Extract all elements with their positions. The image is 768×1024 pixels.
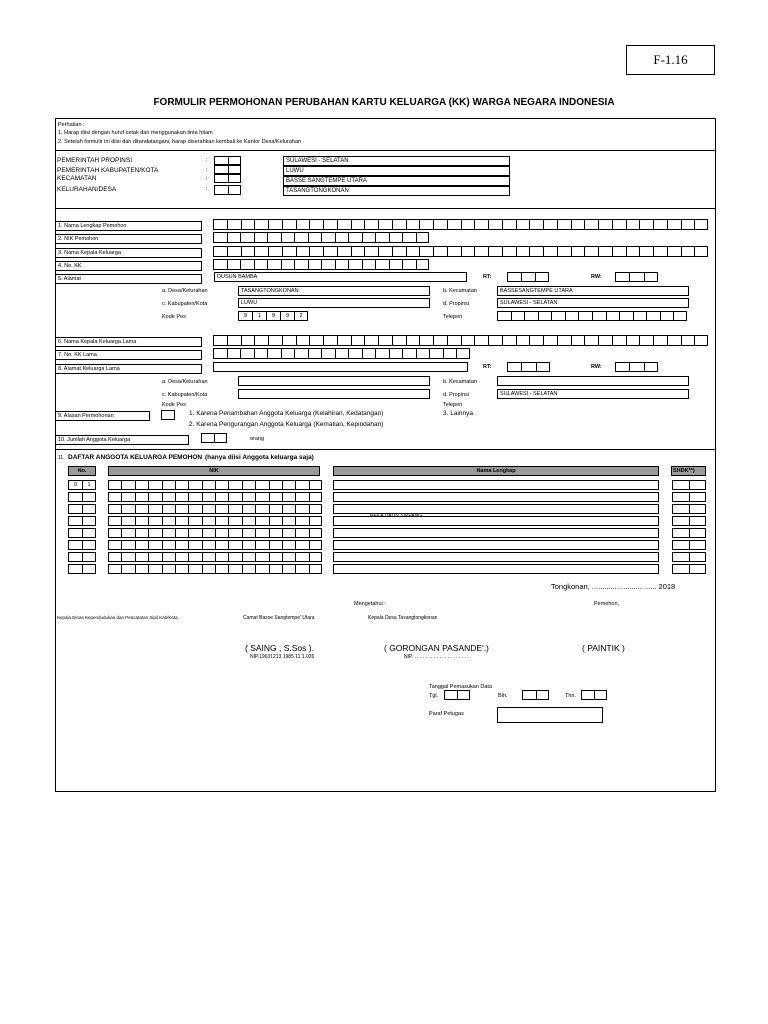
old-rt-grid[interactable] xyxy=(507,362,550,372)
members-table-num: 11. xyxy=(58,455,65,461)
kk-number-grid[interactable] xyxy=(213,259,429,270)
entry-day-label: Tgl. xyxy=(429,693,439,699)
postal-digit: 1 xyxy=(252,311,266,321)
member-row-nik[interactable] xyxy=(108,516,322,526)
province-label: PEMERINTAH PROPINSI xyxy=(57,157,133,164)
village-label: KELURAHAN/DESA xyxy=(57,186,117,193)
postal-digit: 9 xyxy=(266,311,280,321)
member-row-nik[interactable] xyxy=(108,504,322,514)
members-count-grid[interactable] xyxy=(201,433,227,443)
place-date: Tongkonan, ............................... 2018 xyxy=(551,582,676,591)
old-address-label: 8. Alamat Keluarga Lama xyxy=(55,364,202,374)
camat-name: ( SAING , S.Sos ). xyxy=(245,643,314,653)
postal-digit: 9 xyxy=(280,311,294,321)
old-desa-label: a. Desa/Kelurahan xyxy=(162,379,208,385)
member-name-value: REKA DAUN SIPPANG xyxy=(370,513,423,519)
kabupaten-label: c. Kabupaten/Kota xyxy=(162,301,208,307)
rw-label: RW: xyxy=(591,274,602,280)
member-row-no[interactable] xyxy=(68,504,96,514)
colon: : xyxy=(206,176,208,182)
old-postal-label: Kode Pos xyxy=(162,402,186,408)
member-row-shdk[interactable] xyxy=(672,528,706,538)
paraf-box[interactable] xyxy=(497,707,603,723)
old-phone-label: Telepon xyxy=(443,402,463,408)
old-propinsi-label: d. Propinsi xyxy=(443,392,469,398)
family-head-grid[interactable] xyxy=(213,246,708,257)
member-row-no[interactable] xyxy=(68,516,96,526)
kk-number-label: 4. No. KK xyxy=(55,261,202,271)
old-propinsi-value[interactable]: SULAWESI - SELATAN xyxy=(497,389,689,399)
notes-line-1: 1. Harap diisi dengan huruf cetak dan menggunakan tinta hitam xyxy=(58,130,213,136)
entry-date-label: Tanggal Pemasukan Data xyxy=(429,684,492,690)
village-code-boxes[interactable] xyxy=(214,185,241,195)
member-row-name[interactable] xyxy=(333,528,659,538)
rw-grid[interactable] xyxy=(615,272,658,282)
member-row-no[interactable] xyxy=(68,528,96,538)
colon: : xyxy=(206,186,208,192)
province-value[interactable]: SULAWESI - SELATAN xyxy=(283,156,510,166)
entry-year-label: Thn. xyxy=(565,693,577,699)
reason-option-1: 1. Karena Penambahan Anggota Keluarga (Kelahiran, Kedatangan) xyxy=(189,410,384,417)
members-table-subtitle: (hanya diisi Anggota keluarga saja) xyxy=(205,454,314,461)
member-row-name[interactable] xyxy=(333,492,659,502)
desa-label: a. Desa/Kelurahan xyxy=(162,288,208,294)
postal-code-label: Kode Pos xyxy=(162,314,186,320)
member-row-shdk[interactable] xyxy=(672,552,706,562)
member-row-shdk[interactable] xyxy=(672,564,706,574)
applicant-name-label: 1. Nama Lengkap Pemohon xyxy=(55,221,202,231)
col-header-name: Nama Lengkap xyxy=(333,466,659,476)
entry-month-grid[interactable] xyxy=(522,690,549,700)
address-value[interactable]: DUSUN BAMBA xyxy=(214,272,467,282)
village-value[interactable]: TASANGTONGKONAN xyxy=(283,186,510,196)
old-kecamatan-value[interactable] xyxy=(497,376,689,386)
old-rw-grid[interactable] xyxy=(615,362,658,372)
old-address-value[interactable] xyxy=(213,362,468,372)
postal-code-grid[interactable] xyxy=(238,311,308,321)
regency-label: PEMERINTAH KABUPATEN/KOTA xyxy=(57,167,159,174)
member-row-shdk[interactable] xyxy=(672,540,706,550)
member-row-nik[interactable] xyxy=(108,564,322,574)
known-by-label: Mengetahui : xyxy=(354,601,386,607)
col-header-nik: NIK xyxy=(108,466,320,476)
old-rt-label: RT: xyxy=(483,364,492,370)
member-row-name[interactable] xyxy=(333,564,659,574)
member-row-shdk[interactable] xyxy=(672,492,706,502)
members-count-unit: orang xyxy=(250,436,265,442)
dinas-role: Kepala Dinas Kependudukan dan Pencatatan Sipil Kab/Kota xyxy=(57,615,178,620)
kades-name: ( GORONGAN PASANDE'.) xyxy=(384,643,489,653)
member-no-digit: 1 xyxy=(82,480,96,490)
kecamatan-label: b. Kecamatan xyxy=(443,288,477,294)
old-kk-label: 7. No. KK Lama xyxy=(55,350,202,360)
member-row-nik[interactable] xyxy=(108,528,322,538)
member-row-shdk[interactable] xyxy=(672,504,706,514)
old-desa-value[interactable] xyxy=(238,376,430,386)
phone-label: Telepon xyxy=(443,314,463,320)
propinsi-label: d. Propinsi xyxy=(443,301,469,307)
applicant-nik-grid[interactable] xyxy=(213,232,429,243)
postal-digit: 2 xyxy=(294,311,308,321)
province-code-boxes[interactable] xyxy=(214,156,241,165)
old-kecamatan-label: b. Kecamatan xyxy=(443,379,477,385)
divider xyxy=(55,150,716,151)
kades-role: Kepala Desa Tasangtongkonan xyxy=(368,615,438,621)
applicant-name-grid[interactable] xyxy=(213,219,708,230)
old-head-grid[interactable] xyxy=(213,335,708,346)
kabupaten-value[interactable]: LUWU xyxy=(238,298,430,308)
form-title: FORMULIR PERMOHONAN PERUBAHAN KARTU KELUARGA (KK) WARGA NEGARA INDONESIA xyxy=(153,97,615,108)
district-value[interactable]: BASSE SANGTEMPE UTARA xyxy=(283,176,510,186)
entry-day-grid[interactable] xyxy=(444,690,470,700)
member-row-name[interactable] xyxy=(333,552,659,562)
col-header-shdk: SHDK**) xyxy=(671,466,706,476)
member-row-nik[interactable] xyxy=(108,540,322,550)
camat-nip: NIP.19631213 1985 11 1 026 xyxy=(250,654,315,660)
members-table-title: DAFTAR ANGGOTA KELUARGA PEMOHON xyxy=(68,454,203,461)
district-label: KECAMATAN xyxy=(57,175,97,182)
applicant-signature-name: ( PAINTIK ) xyxy=(582,643,625,653)
member-row-no[interactable] xyxy=(68,480,96,490)
member-row-shdk[interactable] xyxy=(672,480,706,490)
kades-nip: NIP. . . . . . . . . . . . . . . . . . . . . xyxy=(404,654,469,660)
col-header-no: No. xyxy=(68,466,96,476)
divider xyxy=(55,208,716,209)
member-row-shdk[interactable] xyxy=(672,516,706,526)
old-head-label: 6. Nama Kepala Keluarga Lama xyxy=(55,337,202,347)
member-row-name[interactable] xyxy=(333,513,659,526)
member-row-no[interactable] xyxy=(68,564,96,574)
desa-value[interactable]: TASANGTONGKONAN xyxy=(238,286,430,296)
old-kk-grid[interactable] xyxy=(213,348,470,359)
member-row-nik[interactable] xyxy=(108,552,322,562)
applicant-role: Pemohon, xyxy=(594,601,620,607)
propinsi-value[interactable]: SULAWESI - SELATAN xyxy=(497,298,689,308)
phone-grid[interactable] xyxy=(497,311,687,321)
camat-role: Camat Basse Sangtempe' Utara xyxy=(243,615,315,621)
district-code-boxes[interactable] xyxy=(214,174,241,183)
form-code: F-1.16 xyxy=(653,52,688,67)
regency-value[interactable]: LUWU xyxy=(283,166,510,176)
regency-code-boxes[interactable] xyxy=(214,165,241,174)
member-no-digit: 0 xyxy=(68,480,82,490)
postal-digit: 9 xyxy=(238,311,252,321)
entry-year-grid[interactable] xyxy=(581,690,607,700)
paraf-label: Paraf Petugas xyxy=(429,711,464,717)
reason-option-2: 2. Karena Pengurangan Anggota Keluarga (Kematian, Kepindahan) xyxy=(189,421,384,428)
family-head-label: 3. Nama Kepala Keluarga xyxy=(55,248,202,258)
colon: : xyxy=(206,167,208,173)
member-row-nik[interactable] xyxy=(108,492,322,502)
entry-month-label: Bln. xyxy=(498,693,508,699)
old-rw-label: RW: xyxy=(591,364,602,370)
reason-label: 9. Alasan Permohonan xyxy=(55,411,150,421)
divider xyxy=(55,449,716,450)
notes-heading: Perhatian : xyxy=(58,122,85,128)
members-count-label: 10. Jumlah Anggota Keluarga xyxy=(55,435,189,445)
old-kabupaten-value[interactable] xyxy=(238,389,430,399)
form-code-box xyxy=(626,45,715,75)
address-label: 5. Alamat xyxy=(55,274,202,284)
member-row-no[interactable] xyxy=(68,540,96,550)
member-row-name[interactable] xyxy=(333,540,659,550)
applicant-nik-label: 2. NIK Pemohon xyxy=(55,234,202,244)
notes-line-2: 2. Setelah formulir ini diisi dan ditandatangani, harap diserahkan kembali ke Kantor Desa/Kelurahan xyxy=(58,139,302,145)
kecamatan-value[interactable]: BASSESANGTEMPE UTARA xyxy=(497,286,689,296)
reason-option-3: 3. Lainnya xyxy=(443,410,473,417)
rt-label: RT: xyxy=(483,274,492,280)
old-kabupaten-label: c. Kabupaten/Kota xyxy=(162,392,208,398)
member-row-nik[interactable] xyxy=(108,480,322,490)
member-row-name[interactable] xyxy=(333,480,659,490)
colon: : xyxy=(206,157,208,163)
reason-code-box[interactable] xyxy=(161,410,175,420)
rt-grid[interactable] xyxy=(507,272,549,282)
member-row-no[interactable] xyxy=(68,552,96,562)
member-row-no[interactable] xyxy=(68,492,96,502)
